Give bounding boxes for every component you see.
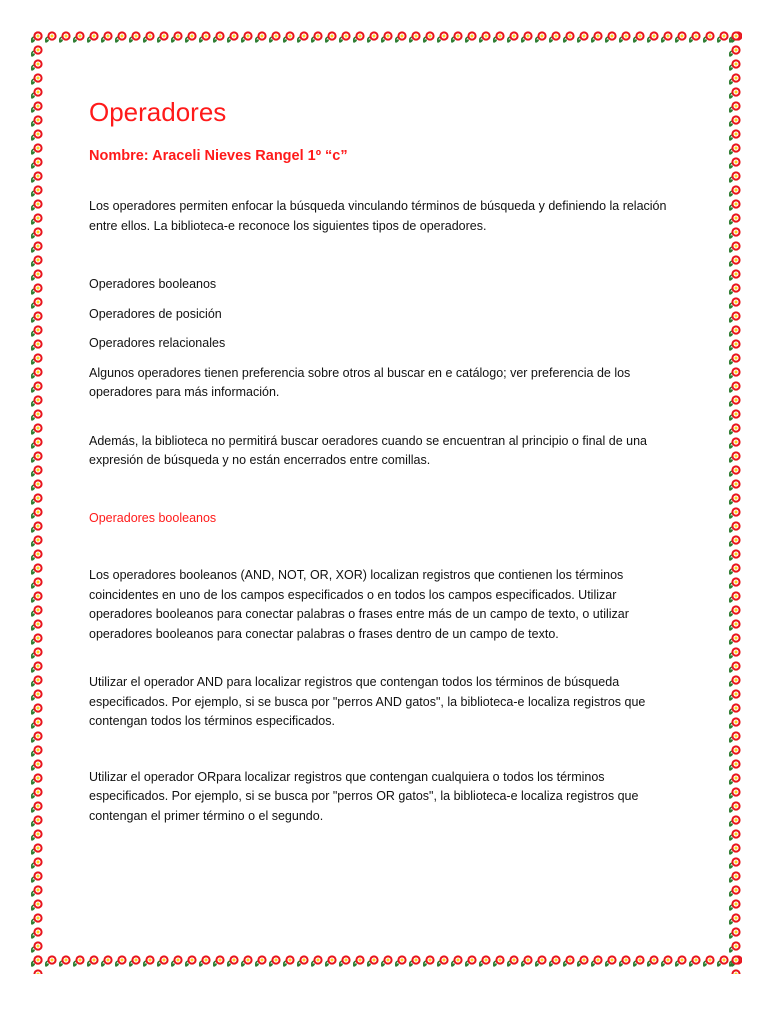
decorative-border-right bbox=[728, 30, 742, 974]
decorative-border-top bbox=[30, 30, 742, 44]
restriction-paragraph: Además, la biblioteca no permitirá buscar oeradores cuando se encuentran al principio o final de una expresión de búsqueda y no están encerrados entre comillas. bbox=[89, 433, 647, 467]
operator-type-boolean: Operadores booleanos bbox=[89, 277, 217, 291]
author-line: Nombre: Araceli Nieves Rangel 1º “c” bbox=[89, 148, 348, 164]
decorative-border-left bbox=[30, 30, 44, 974]
or-operator-paragraph: Utilizar el operador ORpara localizar registros que contengan cualquiera o todos los términos especificados. Por ejemplo, si se busca por "perros OR gatos", la biblioteca-e localiza registros que contengan el primer término o el segundo. bbox=[89, 769, 639, 823]
intro-paragraph: Los operadores permiten enfocar la búsqueda vinculando términos de búsqueda y definiendo la relación entre ellos. La biblioteca-e reconoce los siguientes tipos de operadores. bbox=[89, 199, 667, 233]
decorative-border-bottom bbox=[30, 954, 742, 968]
document-body bbox=[89, 96, 669, 826]
section-heading-boolean: Operadores booleanos bbox=[89, 510, 217, 525]
operator-type-position: Operadores de posición bbox=[89, 306, 222, 321]
boolean-intro-paragraph: Los operadores booleanos (AND, NOT, OR, XOR) localizan registros que contienen los términos coincidentes en uno de los campos especificados o en todos los campos especificados. Utilizar operadores booleanos para conectar palabras o frases entre más de un campo de texto, o utilizar operadores booleanos para conectar palabras o frases dentro de un campo de texto. bbox=[89, 568, 629, 641]
preference-paragraph: Algunos operadores tienen preferencia sobre otros al buscar en e catálogo; ver preferencia de los operadores para más información. bbox=[89, 365, 631, 399]
operator-type-relational: Operadores relacionales bbox=[89, 336, 226, 350]
document-title: Operadores bbox=[89, 97, 227, 127]
and-operator-paragraph: Utilizar el operador AND para localizar registros que contengan todos los términos de búsqueda especificados. Por ejemplo, si se busca por "perros AND gatos", la biblioteca-e localiza registros que contengan todos los términos especificados. bbox=[89, 675, 646, 728]
